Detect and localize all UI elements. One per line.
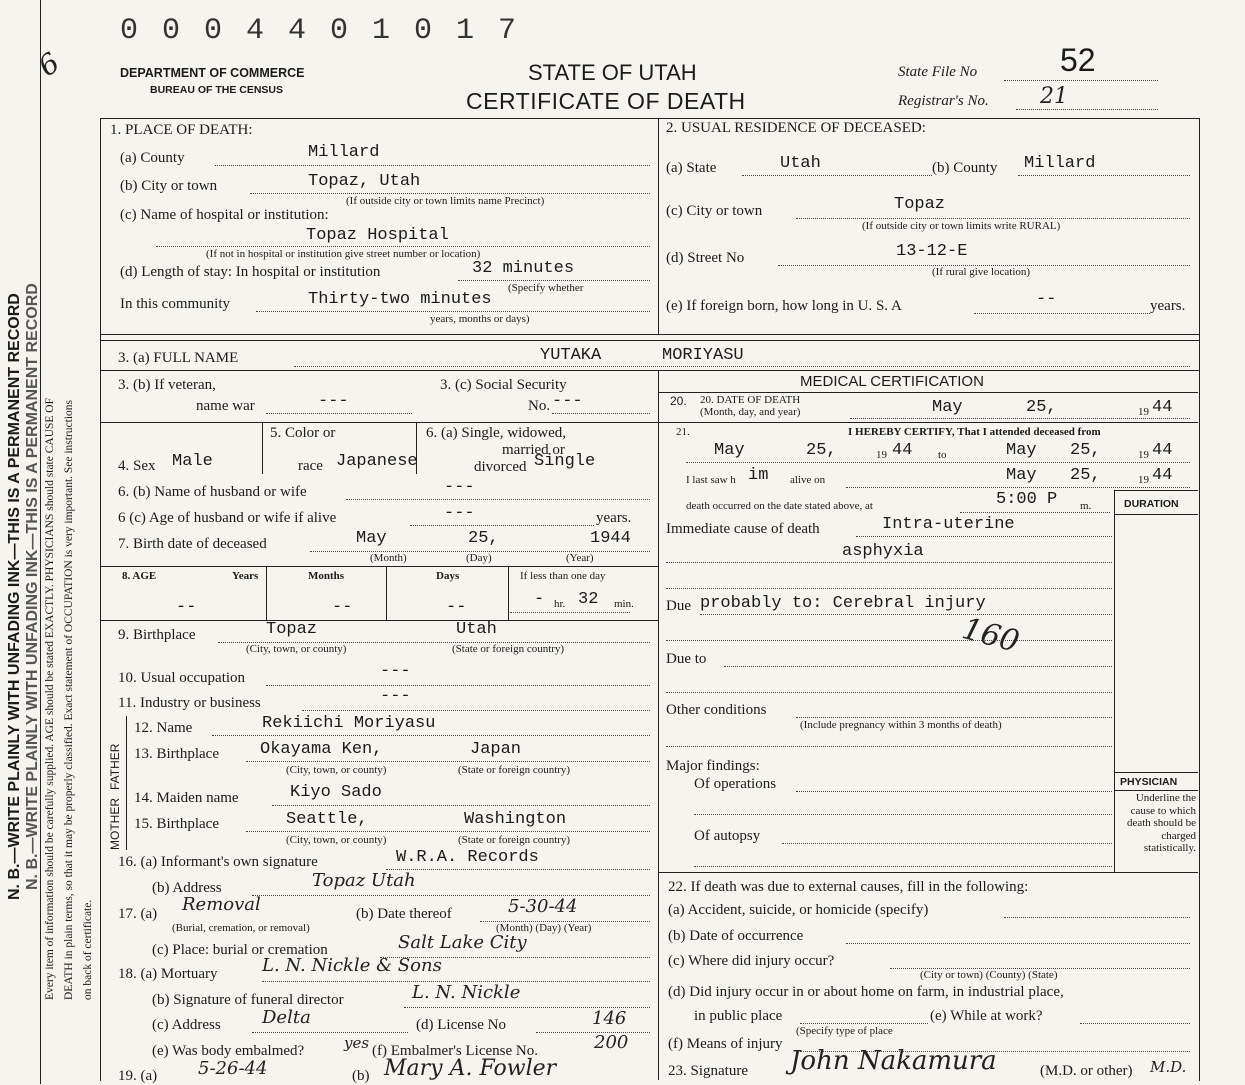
due-to-value: probably to: Cerebral injury — [700, 594, 986, 613]
age-months-value: -- — [332, 598, 353, 617]
margin-rule — [40, 0, 41, 1084]
side-note-death-terms: DEATH in plain terms, so that it may be properly classified. Exact statement of OCCUPATION is very important. See instructions — [63, 399, 75, 1000]
signature-suffix: (M.D. or other) — [1040, 1063, 1133, 1079]
pod-community-note: years, months or days) — [430, 313, 530, 325]
last-saw-month: May — [1006, 466, 1037, 485]
death-year-prefix: 19 — [1138, 406, 1149, 418]
age-lessday-label: If less than one day — [520, 570, 606, 582]
occupation-label: 10. Usual occupation — [118, 670, 246, 686]
pod-community-label: In this community — [120, 296, 230, 312]
last-saw-label: I last saw h — [686, 474, 736, 486]
mortuary-label: 18. (a) Mortuary — [118, 966, 218, 982]
autopsy-label: Of autopsy — [694, 828, 761, 844]
registrar-sig-label: (b) — [352, 1068, 370, 1084]
occurred-label: death occurred on the date stated above, at — [686, 500, 873, 512]
signature-md: M.D. — [1150, 1058, 1187, 1076]
age-years-label: Years — [232, 570, 259, 582]
father-birth-country: Japan — [470, 740, 522, 759]
mother-name-value: Kiyo Sado — [290, 783, 382, 802]
res-county-label: (b) County — [932, 160, 998, 176]
due-to-2-label: Due to — [666, 651, 707, 667]
serial-number: 0 0 0 4 4 0 1 0 1 7 — [120, 14, 520, 48]
death-time: 5:00 P — [996, 490, 1058, 509]
informant-address-value: Topaz Utah — [312, 870, 416, 891]
registrar-signature: Mary A. Fowler — [384, 1056, 557, 1081]
residence-heading: 2. USUAL RESIDENCE OF DECEASED: — [666, 120, 926, 136]
attend-to-label: to — [938, 449, 947, 461]
external-c-label: (c) Where did injury occur? — [668, 953, 835, 969]
war-value: --- — [318, 392, 349, 411]
classification-code: 160 — [958, 611, 1023, 660]
father-note-state: (State or foreign country) — [458, 764, 571, 776]
birth-note-day: (Day) — [466, 552, 492, 564]
immediate-cause-label: Immediate cause of death — [666, 521, 820, 537]
certify-text: I HEREBY CERTIFY, That I attended deceased from — [848, 426, 1101, 438]
pod-hospital-note: (If not in hospital or institution give street number or location) — [206, 248, 481, 260]
medical-heading: MEDICAL CERTIFICATION — [800, 373, 984, 390]
birthplace-label: 9. Birthplace — [118, 627, 196, 643]
spouse-age-value: --- — [444, 504, 475, 523]
external-d-label: (d) Did injury occur in or about home on farm, in industrial place, — [668, 984, 1064, 1000]
mother-note-state: (State or foreign country) — [458, 834, 571, 846]
industry-value: --- — [380, 687, 411, 706]
major-findings-label: Major findings: — [666, 758, 760, 774]
father-name-value: Rekiichi Moriyasu — [262, 714, 436, 733]
birthplace-note-city: (City, town, or county) — [246, 643, 347, 655]
death-day: 25, — [1026, 398, 1057, 417]
attend-from-day: 25, — [806, 441, 837, 460]
burial-date-label: (b) Date thereof — [356, 906, 452, 922]
birthplace-note-state: (State or foreign country) — [452, 643, 565, 655]
date-of-death-label: 20. DATE OF DEATH — [700, 394, 801, 406]
res-foreign-label: (e) If foreign born, how long in U. S. A — [666, 298, 902, 314]
pod-hospital-label: (c) Name of hospital or institution: — [120, 207, 329, 223]
date-of-death-note: (Month, day, and year) — [700, 406, 801, 418]
item-21: 21. — [676, 426, 690, 438]
age-label: 8. AGE — [122, 570, 157, 582]
birth-note-year: (Year) — [566, 552, 594, 564]
death-year: 44 — [1152, 398, 1173, 417]
father-note-city: (City, town, or county) — [286, 764, 387, 776]
page-title: CERTIFICATE OF DEATH — [466, 88, 746, 114]
pod-stay-value: 32 minutes — [472, 259, 575, 278]
burial-date-note: (Month) (Day) (Year) — [496, 922, 592, 934]
embalmed-label: (e) Was body embalmed? — [152, 1043, 305, 1059]
birth-month: May — [356, 529, 387, 548]
attend-to-month: May — [1006, 441, 1037, 460]
attend-to-year: 44 — [1152, 441, 1173, 460]
attend-from-year: 44 — [892, 441, 913, 460]
side-note-back: on back of certificate. — [82, 899, 94, 1000]
age-days-label: Days — [436, 570, 460, 582]
pod-city-note: (If outside city or town limits name Precinct) — [346, 195, 545, 207]
mother-note-city: (City, town, or county) — [286, 834, 387, 846]
age-min-label: min. — [614, 598, 634, 610]
race-value: Japanese — [336, 452, 418, 471]
father-birth-label: 13. Birthplace — [134, 746, 219, 762]
state-file-number: 52 — [1060, 42, 1096, 78]
other-conditions-note: (Include pregnancy within 3 months of death) — [800, 719, 1002, 731]
pod-stay-label: (d) Length of stay: In hospital or institution — [120, 264, 381, 280]
spouse-age-label: 6 (c) Age of husband or wife if alive — [118, 510, 337, 526]
marital-label-2: married or — [502, 442, 565, 458]
pod-county-value: Millard — [308, 143, 380, 162]
birth-year: 1944 — [590, 529, 631, 548]
res-city-note: (If outside city or town limits write RURAL) — [862, 220, 1061, 232]
death-month: May — [932, 398, 963, 417]
veteran-label: 3. (b) If veteran, — [118, 377, 216, 393]
external-f-label: (f) Means of injury — [668, 1036, 783, 1052]
funeral-address-label: (c) Address — [152, 1017, 221, 1033]
filed-label: 19. (a) — [118, 1068, 158, 1084]
burial-place-value: Salt Lake City — [398, 932, 527, 953]
ssn-label: 3. (c) Social Security — [440, 377, 567, 393]
signature-label: 23. Signature — [668, 1063, 748, 1079]
external-d2-label: in public place — [694, 1008, 783, 1024]
external-c-note: (City or town) (County) (State) — [920, 969, 1058, 981]
other-conditions-label: Other conditions — [666, 702, 767, 718]
age-days-value: -- — [446, 598, 467, 617]
pod-stay-note: (Specify whether — [508, 282, 584, 294]
physician-tag: PHYSICIAN — [1120, 776, 1178, 788]
side-note-information: Every item of information should be carefully supplied. AGE should be stated EXACTLY. PHYSICIANS should state CAUSE OF — [44, 397, 56, 1000]
physician-signature: John Nakamura — [790, 1046, 997, 1076]
father-birth-city: Okayama Ken, — [260, 740, 383, 759]
margin-scribble: 6 — [32, 45, 66, 84]
ssn-value: --- — [552, 392, 583, 411]
res-state-value: Utah — [780, 154, 821, 173]
director-label: (b) Signature of funeral director — [152, 992, 344, 1008]
res-city-label: (c) City or town — [666, 203, 763, 219]
mother-birth-city: Seattle, — [286, 810, 368, 829]
spouse-label: 6. (b) Name of husband or wife — [118, 484, 307, 500]
operations-label: Of operations — [694, 776, 777, 792]
spouse-age-unit: years. — [596, 510, 632, 526]
age-years-value: -- — [176, 598, 197, 617]
informant-address-label: (b) Address — [152, 880, 222, 896]
first-name-value: YUTAKA — [540, 346, 602, 365]
physician-note: Underline the cause to which death should be charged statistically. — [1126, 792, 1196, 854]
attend-to-day: 25, — [1070, 441, 1101, 460]
res-street-note: (If rural give location) — [932, 266, 1031, 278]
immediate-cause-2: asphyxia — [842, 542, 924, 561]
birthplace-city: Topaz — [266, 620, 318, 639]
license-value: 146 — [592, 1008, 627, 1029]
res-foreign-unit: years. — [1150, 298, 1186, 314]
age-hr-label: hr. — [554, 598, 566, 610]
birth-date-label: 7. Birth date of deceased — [118, 536, 267, 552]
informant-label: 16. (a) Informant's own signature — [118, 854, 318, 870]
pod-county-label: (a) County — [120, 150, 185, 166]
embalmer-label: (f) Embalmer's License No. — [372, 1043, 538, 1059]
birthplace-state: Utah — [456, 620, 497, 639]
res-state-label: (a) State — [666, 160, 717, 176]
marital-label-1: 6. (a) Single, widowed, — [426, 425, 566, 441]
side-note-permanent-record-shadow: N. B.—WRITE PLAINLY WITH UNFADING INK—THIS IS A PERMANENT RECORD — [24, 283, 41, 890]
pod-city-label: (b) City or town — [120, 178, 218, 194]
res-county-value: Millard — [1024, 154, 1096, 173]
res-street-label: (d) Street No — [666, 250, 745, 266]
last-saw-day: 25, — [1070, 466, 1101, 485]
occupation-value: --- — [380, 662, 411, 681]
due-to-label: Due — [666, 598, 691, 614]
embalmer-value: 200 — [594, 1032, 629, 1053]
external-e-label: (e) While at work? — [930, 1008, 1043, 1024]
mortuary-value: L. N. Nickle & Sons — [262, 955, 442, 976]
state-heading: STATE OF UTAH — [528, 60, 697, 85]
informant-value: W.R.A. Records — [396, 848, 539, 867]
license-label: (d) License No — [416, 1017, 506, 1033]
pod-community-value: Thirty-two minutes — [308, 290, 492, 309]
sex-value: Male — [172, 452, 213, 471]
res-foreign-value: -- — [1036, 290, 1057, 309]
external-b-label: (b) Date of occurrence — [668, 928, 804, 944]
res-street-value: 13-12-E — [896, 242, 968, 261]
birth-day: 25, — [468, 529, 499, 548]
father-name-label: 12. Name — [134, 720, 193, 736]
mother-birth-label: 15. Birthplace — [134, 816, 219, 832]
marital-value: Single — [534, 452, 596, 471]
immediate-cause-1: Intra-uterine — [882, 515, 1015, 534]
death-time-suffix: m. — [1080, 500, 1092, 512]
director-value: L. N. Nickle — [412, 982, 521, 1003]
state-file-label: State File No — [898, 64, 978, 80]
attend-from-month: May — [714, 441, 745, 460]
war-label: name war — [196, 398, 255, 414]
external-d2-note: (Specify type of place — [796, 1025, 893, 1037]
race-label: race — [298, 458, 323, 474]
industry-label: 11. Industry or business — [118, 695, 261, 711]
registrar-label: Registrar's No. — [898, 93, 989, 109]
mother-birth-state: Washington — [464, 810, 567, 829]
sex-label: 4. Sex — [118, 458, 156, 474]
burial-value: Removal — [182, 894, 261, 915]
full-name-label: 3. (a) FULL NAME — [118, 350, 239, 366]
ssn-no-label: No. — [528, 398, 551, 414]
age-hr-value: - — [534, 590, 545, 609]
alive-label: alive on — [790, 474, 826, 486]
burial-place-label: (c) Place: burial or cremation — [152, 942, 328, 958]
mother-tag: MOTHER — [108, 798, 122, 850]
burial-note: (Burial, cremation, or removal) — [172, 922, 310, 934]
external-causes-heading: 22. If death was due to external causes, fill in the following: — [668, 879, 1029, 895]
birth-note-month: (Month) — [370, 552, 407, 564]
funeral-address-value: Delta — [262, 1007, 311, 1028]
registrar-number: 21 — [1040, 84, 1068, 109]
duration-label: DURATION — [1124, 498, 1179, 510]
side-note-permanent-record: N. B.—WRITE PLAINLY WITH UNFADING INK—THIS IS A PERMANENT RECORD — [6, 293, 23, 900]
department-label: DEPARTMENT OF COMMERCE — [120, 66, 305, 80]
pod-city-value: Topaz, Utah — [308, 172, 421, 191]
filed-value: 5-26-44 — [198, 1058, 268, 1079]
res-city-value: Topaz — [894, 195, 946, 214]
father-tag: FATHER — [108, 743, 122, 790]
embalmed-value: yes — [344, 1034, 370, 1052]
pod-hospital-value: Topaz Hospital — [306, 226, 449, 245]
external-a-label: (a) Accident, suicide, or homicide (specify) — [668, 902, 929, 918]
burial-date-value: 5-30-44 — [508, 896, 578, 917]
age-months-label: Months — [308, 570, 345, 582]
place-of-death-heading: 1. PLACE OF DEATH: — [110, 122, 253, 138]
color-label: 5. Color or — [270, 425, 336, 441]
last-saw-pronoun: im — [748, 466, 769, 485]
bureau-label: BUREAU OF THE CENSUS — [150, 84, 284, 96]
mother-name-label: 14. Maiden name — [134, 790, 239, 806]
form-frame — [100, 118, 1200, 1081]
age-min-value: 32 — [578, 590, 599, 609]
last-name-value: MORIYASU — [662, 346, 744, 365]
marital-label-3: divorced — [474, 459, 527, 475]
last-saw-year: 44 — [1152, 466, 1173, 485]
burial-label: 17. (a) — [118, 906, 158, 922]
spouse-value: --- — [444, 478, 475, 497]
